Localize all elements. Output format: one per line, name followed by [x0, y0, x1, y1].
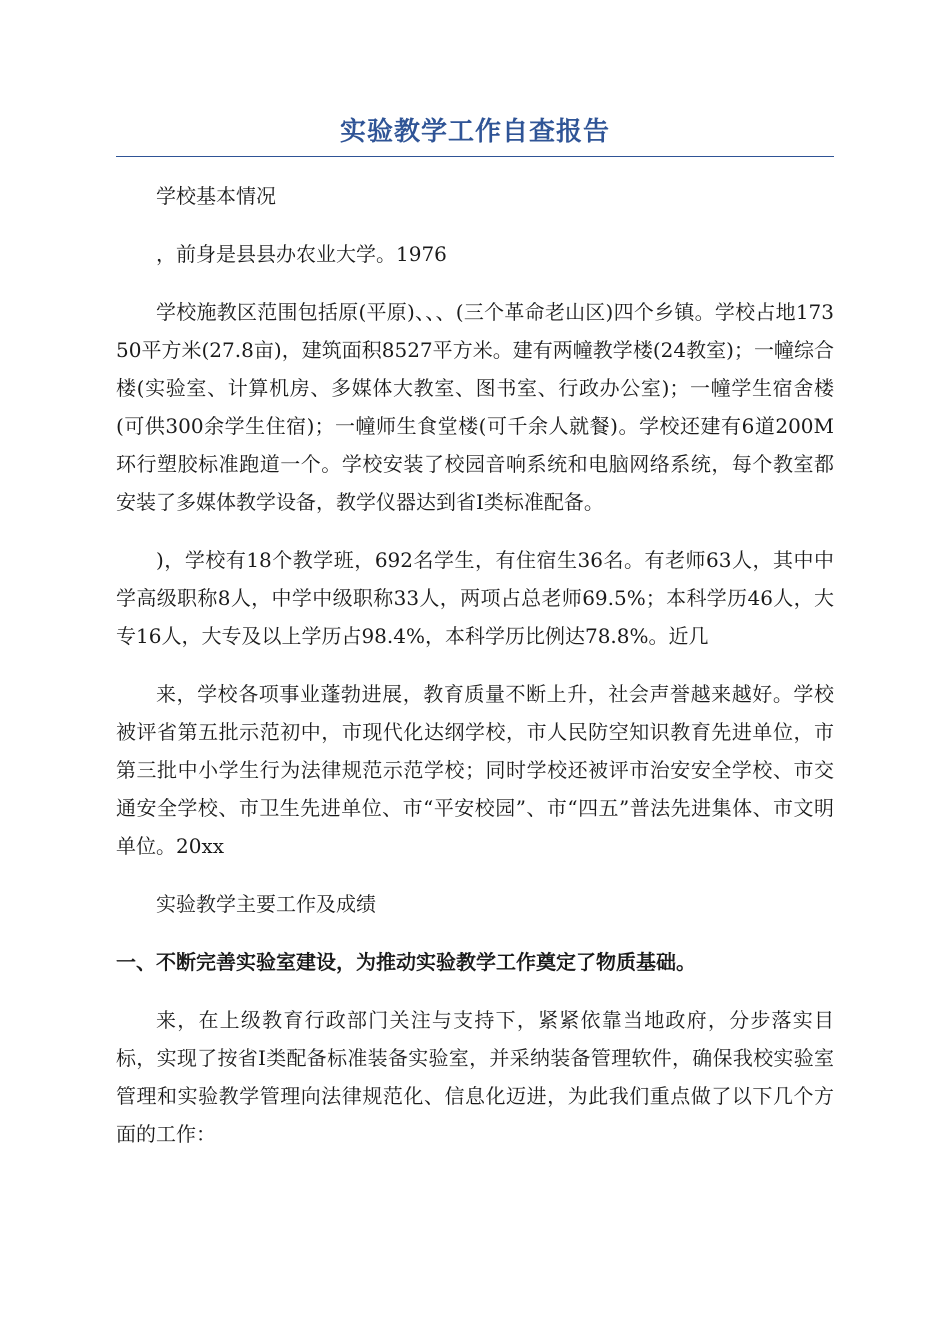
paragraph-honors: 来，学校各项事业蓬勃进展，教育质量不断上升，社会声誉越来越好。学校被评省第五批示范初中，市现代化达纲学校，市人民防空知识教育先进单位，市第三批中小学生行为法律规范示范学校；同时学校还被评市治安安全学校、市交通安全学校、市卫生先进单位、市“平安校园”、市“四五”普法先进集体、市文明单位。20xx — [116, 682, 834, 858]
paragraph-lab-work: 来，在上级教育行政部门关注与支持下，紧紧依靠当地政府，分步落实目标，实现了按省Ⅰ类配备标准装备实验室，并采纳装备管理软件，确保我校实验室管理和实验教学管理向法律规范化、信息化迈进，为此我们重点做了以下几个方面的工作： — [116, 1008, 834, 1146]
heading-lab-construction: 一、不断完善实验室建设，为推动实验教学工作奠定了物质基础。 — [116, 950, 696, 974]
document-title: 实验教学工作自查报告 — [116, 112, 834, 157]
paragraph-staff: )，学校有18个教学班，692名学生，有住宿生36名。有老师63人，其中中学高级职称8人，中学中级职称33人，两项占总老师69.5%；本科学历46人，大专16人，大专及以上学历占98.4%，本科学历比例达78.8%。近几 — [116, 548, 834, 648]
section-heading-main: 实验教学主要工作及成绩 — [156, 892, 376, 916]
paragraph-campus: 学校施教区范围包括原(平原)、、、(三个革命老山区)四个乡镇。学校占地17350平方米(27.8亩)，建筑面积8527平方米。建有两幢教学楼(24教室)；一幢综合楼(实验室、计算机房、多媒体大教室、图书室、行政办公室)；一幢学生宿舍楼(可供300余学生住宿)；一幢师生食堂楼(可千余人就餐)。学校还建有6道200M环行塑胶标准跑道一个。学校安装了校园音响系统和电脑网络系统，每个教室都安装了多媒体教学设备，教学仪器达到省Ⅰ类标准配备。 — [116, 300, 834, 514]
paragraph-history: ，前身是县县办农业大学。1976 — [156, 242, 447, 266]
document-page — [116, 112, 834, 1153]
section-heading-basic: 学校基本情况 — [156, 184, 276, 208]
